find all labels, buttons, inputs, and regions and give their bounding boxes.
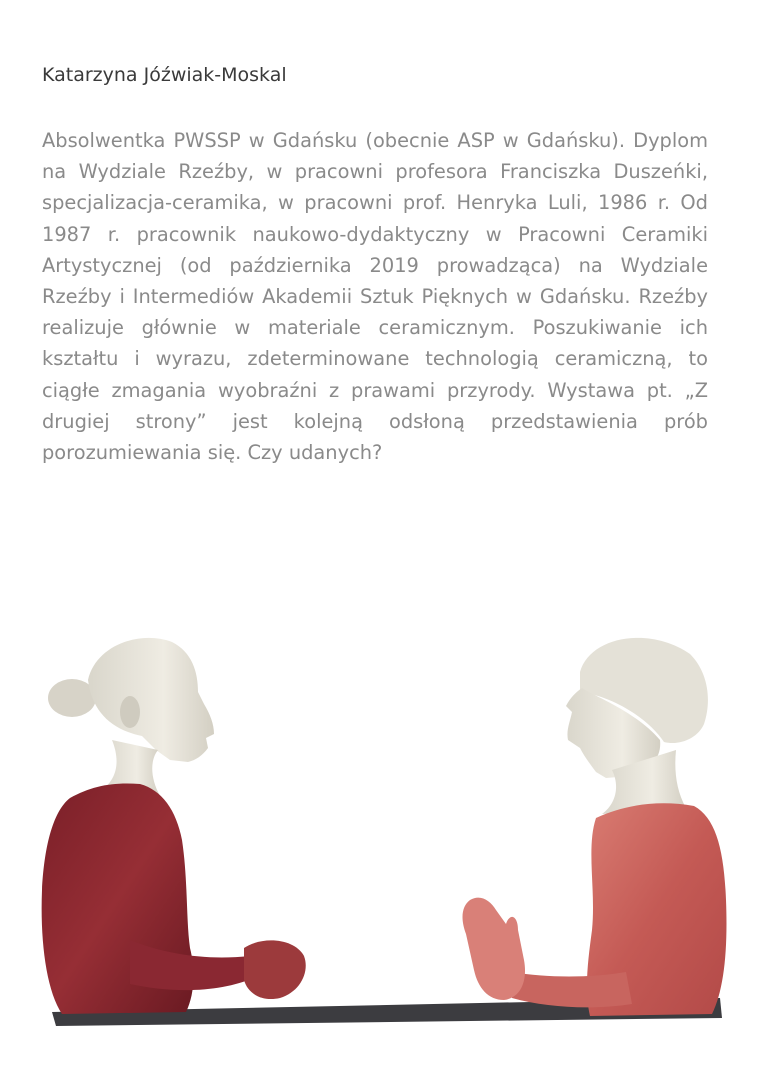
biography-paragraph: Absolwentka PWSSP w Gdańsku (obecnie ASP w Gdańsku). Dyplom na Wydziale Rzeźby, w pracowni profesora Franciszka Duszeńki, specjalizacja-ceramika, w pracowni prof. Henryka Luli, 1986 r. Od 1987 r. pracownik naukowo-dydaktyczny w Pracowni Ceramiki Artystycznej (od października 2019 prowadząca) na Wydziale Rzeźby i Intermediów Akademii Sztuk Pięknych w Gdańsku. Rzeźby realizuje głównie w materiale ceramicznym. Poszukiwanie ich kształtu i wyrazu, zdeterminowane technologią ceramiczną, to ciągłe zmagania wyobraźni z prawami przyrody. Wystawa pt. „Z drugiej strony” jest kolejną odsłoną przedstawienia prób porozumiewania się. Czy udanych? <box>42 129 708 465</box>
left-figure-head <box>88 638 214 762</box>
left-figure <box>42 638 306 1014</box>
author-name: Katarzyna Jóźwiak-Moskal <box>42 64 287 86</box>
left-figure-fist <box>244 940 306 999</box>
right-figure-arm <box>512 972 632 1007</box>
right-figure-hand <box>463 898 526 1000</box>
right-figure <box>463 638 727 1016</box>
left-figure-arm <box>130 940 258 990</box>
ceramic-sculpture-image <box>0 600 766 1040</box>
